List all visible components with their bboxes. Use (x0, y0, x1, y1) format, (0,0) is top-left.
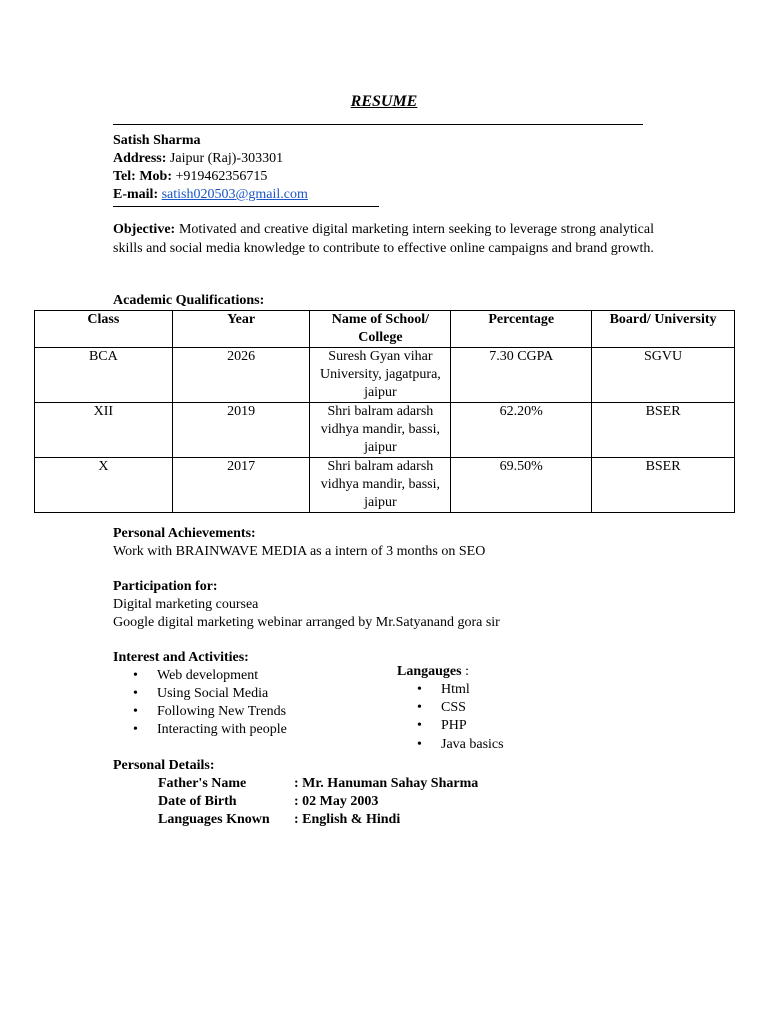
languages-heading: Langauges (397, 664, 462, 679)
table-row (35, 348, 735, 403)
languages-heading-line: Langauges : (397, 664, 469, 679)
participation-item: Digital marketing coursea (113, 597, 259, 612)
column-header: Board/ University (592, 311, 735, 348)
list-item: • Following New Trends (133, 704, 287, 719)
achievements-heading: Personal Achievements: (113, 526, 256, 541)
list-item: • Java basics (417, 737, 504, 752)
bullet-icon: • (417, 737, 422, 752)
father-name-value: : Mr. Hanuman Sahay Sharma (294, 776, 479, 791)
table-cell: Shri balram adarsh vidhya mandir, bassi, jaipur (310, 458, 451, 513)
table-cell: 2019 (172, 403, 310, 458)
bullet-icon: • (417, 718, 422, 733)
languages-known-label: Languages Known (158, 812, 270, 827)
bullet-icon: • (417, 682, 422, 697)
achievements-text: Work with BRAINWAVE MEDIA as a intern of 3 months on SEO (113, 544, 486, 559)
table-cell: BSER (592, 403, 735, 458)
table-cell: 69.50% (451, 458, 592, 513)
list-item: • Interacting with people (133, 722, 287, 737)
languages-list (397, 681, 504, 754)
table-cell: X (35, 458, 173, 513)
list-item: • Html (417, 682, 470, 697)
participation-item: Google digital marketing webinar arranged by Mr.Satyanand gora sir (113, 615, 500, 630)
academic-heading: Academic Qualifications: (113, 293, 265, 308)
dob-label: Date of Birth (158, 794, 237, 809)
address-value: Jaipur (Raj)-303301 (169, 151, 284, 166)
email-label: E-mail: (113, 187, 159, 202)
table-cell: XII (35, 403, 173, 458)
table-cell: SGVU (592, 348, 735, 403)
table-cell: BCA (35, 348, 173, 403)
objective-paragraph (113, 221, 654, 258)
table-cell: 2026 (172, 348, 310, 403)
table-header-row (35, 311, 735, 348)
address-label: Address: (113, 151, 167, 166)
phone-value: +919462356715 (175, 169, 268, 184)
list-item: • PHP (417, 718, 467, 733)
bullet-icon: • (133, 686, 138, 701)
participation-heading: Participation for: (113, 579, 218, 594)
personal-heading: Personal Details: (113, 758, 215, 773)
bullet-icon: • (417, 700, 422, 715)
table-cell: BSER (592, 458, 735, 513)
list-item: • Web development (133, 668, 259, 683)
phone-label: Tel: Mob: (113, 169, 172, 184)
list-item: • Using Social Media (133, 686, 269, 701)
table-cell: Suresh Gyan vihar University, jagatpura, jaipur (310, 348, 451, 403)
interests-list (113, 667, 287, 739)
email-line (113, 186, 308, 204)
bullet-icon: • (133, 704, 138, 719)
column-header: Name of School/ College (310, 311, 451, 348)
table-cell: 62.20% (451, 403, 592, 458)
table-row (35, 458, 735, 513)
objective-label: Objective: (113, 222, 176, 237)
candidate-name: Satish Sharma (113, 133, 201, 148)
column-header: Percentage (451, 311, 592, 348)
column-header: Year (172, 311, 310, 348)
contact-divider (113, 206, 379, 207)
objective-text: Motivated and creative digital marketing intern seeking to leverage strong analytical skills and social media knowledge to contribute to effective online campaigns and brand growth. (113, 222, 654, 256)
academic-table (34, 310, 735, 513)
title-divider (113, 124, 643, 125)
languages-known-value: : English & Hindi (294, 812, 401, 827)
bullet-icon: • (133, 668, 138, 683)
dob-value: : 02 May 2003 (294, 794, 379, 809)
resume-title: RESUME (350, 93, 418, 110)
address-line (113, 150, 283, 168)
table-cell: 2017 (172, 458, 310, 513)
father-name-label: Father's Name (158, 776, 247, 791)
table-cell: Shri balram adarsh vidhya mandir, bassi, jaipur (310, 403, 451, 458)
email-link[interactable]: satish020503@gmail.com (161, 187, 308, 202)
interests-heading: Interest and Activities: (113, 650, 249, 665)
table-row (35, 403, 735, 458)
column-header: Class (35, 311, 173, 348)
table-cell: 7.30 CGPA (451, 348, 592, 403)
phone-line (113, 168, 267, 186)
list-item: • CSS (417, 700, 466, 715)
bullet-icon: • (133, 722, 138, 737)
